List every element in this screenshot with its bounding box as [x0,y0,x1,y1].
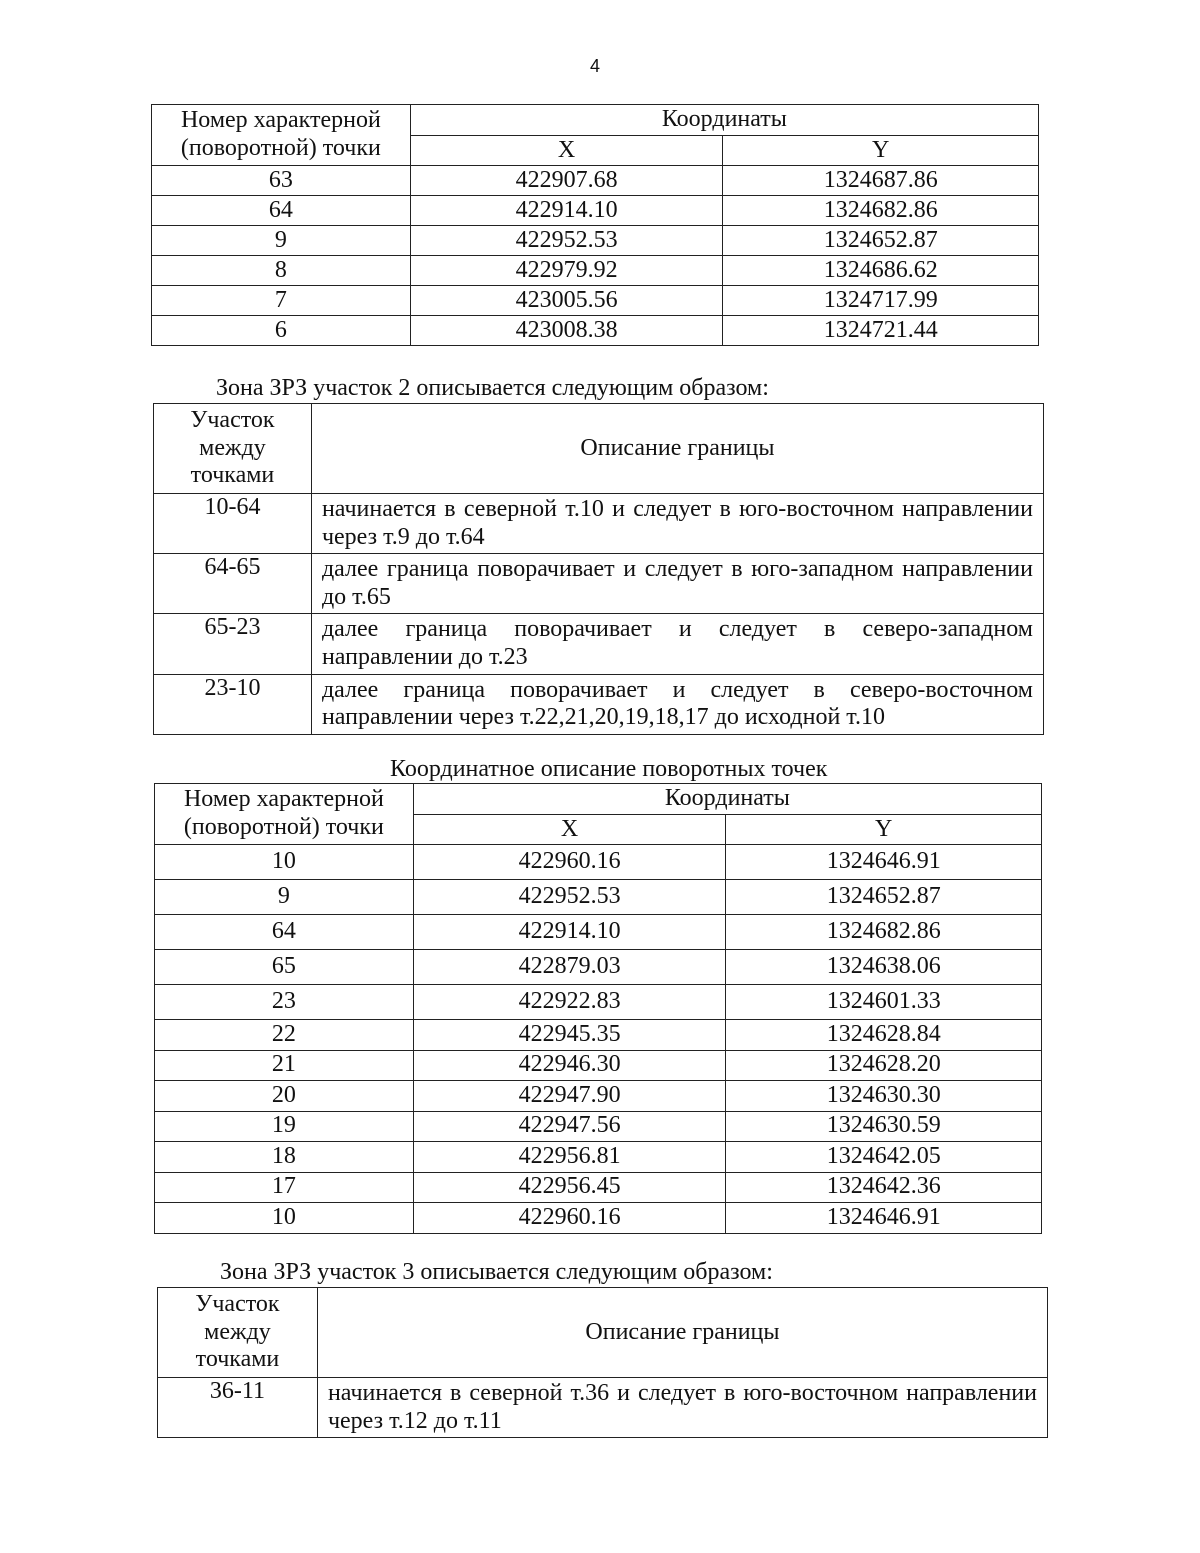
point-number-cell: 18 [155,1142,414,1173]
point-number-cell: 10 [155,845,414,880]
table-row [155,1081,1042,1112]
x-coordinate-cell: 422914.10 [410,196,723,226]
y-coordinate-cell: 1324682.86 [723,196,1039,226]
point-number-cell: 19 [155,1111,414,1142]
y-coordinate-cell: 1324628.20 [726,1050,1042,1081]
header-y: Y [723,136,1039,166]
x-coordinate-cell: 422960.16 [413,845,726,880]
point-number-cell: 21 [155,1050,414,1081]
table-row [152,226,1039,256]
header-coordinates: Координаты [413,784,1041,815]
page-number: 4 [589,56,600,76]
point-number-cell: 10 [155,1203,414,1234]
x-coordinate-cell: 422879.03 [413,950,726,985]
x-coordinate-cell: 423005.56 [410,286,723,316]
point-number-cell: 6 [152,316,411,346]
point-number-cell: 22 [155,1020,414,1051]
coord-caption: Координатное описание поворотных точек [390,756,828,782]
description-cell: далее граница поворачивает и следует в северо-западном направлении до т.23 [311,614,1043,674]
point-number-cell: 8 [152,256,411,286]
table-row [155,985,1042,1020]
x-coordinate-cell: 422945.35 [413,1020,726,1051]
y-coordinate-cell: 1324638.06 [726,950,1042,985]
description-cell: далее граница поворачивает и следует в юго-западном направлении до т.65 [311,554,1043,614]
table-row [152,286,1039,316]
segment-cell: 64-65 [154,554,312,614]
zone2-caption: Зона ЗРЗ участок 2 описывается следующим образом: [216,375,769,401]
y-coordinate-cell: 1324628.84 [726,1020,1042,1051]
table-row [152,256,1039,286]
x-coordinate-cell: 423008.38 [410,316,723,346]
header-description: Описание границы [311,404,1043,494]
y-coordinate-cell: 1324630.30 [726,1081,1042,1112]
table-row [155,915,1042,950]
point-number-cell: 23 [155,985,414,1020]
header-coordinates: Координаты [410,105,1038,136]
table-row [155,1050,1042,1081]
header-point-number: Номер характерной (поворотной) точки [152,105,411,166]
y-coordinate-cell: 1324642.36 [726,1172,1042,1203]
table-row [154,554,1044,614]
table-row [155,1172,1042,1203]
point-number-cell: 7 [152,286,411,316]
description-cell: начинается в северной т.36 и следует в юго-восточном направлении через т.12 до т.11 [317,1378,1047,1438]
x-coordinate-cell: 422914.10 [413,915,726,950]
y-coordinate-cell: 1324646.91 [726,845,1042,880]
y-coordinate-cell: 1324601.33 [726,985,1042,1020]
table-row [154,494,1044,554]
header-description: Описание границы [317,1288,1047,1378]
y-coordinate-cell: 1324687.86 [723,166,1039,196]
x-coordinate-cell: 422952.53 [410,226,723,256]
table-row [155,1142,1042,1173]
table-row [155,1203,1042,1234]
x-coordinate-cell: 422947.56 [413,1111,726,1142]
point-number-cell: 9 [152,226,411,256]
header-x: X [410,136,723,166]
y-coordinate-cell: 1324630.59 [726,1111,1042,1142]
x-coordinate-cell: 422922.83 [413,985,726,1020]
x-coordinate-cell: 422946.30 [413,1050,726,1081]
y-coordinate-cell: 1324652.87 [723,226,1039,256]
segment-cell: 23-10 [154,674,312,734]
y-coordinate-cell: 1324652.87 [726,880,1042,915]
coordinates-table-2 [154,783,1042,1234]
y-coordinate-cell: 1324682.86 [726,915,1042,950]
zone3-segments-table [157,1287,1048,1438]
x-coordinate-cell: 422956.81 [413,1142,726,1173]
zone2-segments-table [153,403,1044,735]
table-row [155,845,1042,880]
y-coordinate-cell: 1324686.62 [723,256,1039,286]
segment-cell: 65-23 [154,614,312,674]
point-number-cell: 17 [155,1172,414,1203]
point-number-cell: 64 [152,196,411,226]
point-number-cell: 64 [155,915,414,950]
point-number-cell: 20 [155,1081,414,1112]
y-coordinate-cell: 1324646.91 [726,1203,1042,1234]
segment-cell: 10-64 [154,494,312,554]
header-y: Y [726,815,1042,845]
y-coordinate-cell: 1324717.99 [723,286,1039,316]
description-cell: начинается в северной т.10 и следует в юго-восточном направлении через т.9 до т.64 [311,494,1043,554]
table-row [155,880,1042,915]
zone3-caption: Зона ЗРЗ участок 3 описывается следующим образом: [220,1259,773,1285]
table-row [155,1020,1042,1051]
description-cell: далее граница поворачивает и следует в северо-восточном направлении через т.22,21,20,19,18,17 до исходной т.10 [311,674,1043,734]
x-coordinate-cell: 422907.68 [410,166,723,196]
coordinates-table-1 [151,104,1039,346]
x-coordinate-cell: 422960.16 [413,1203,726,1234]
table-row [152,166,1039,196]
table-row [158,1378,1048,1438]
table-row [152,196,1039,226]
header-point-number: Номер характерной (поворотной) точки [155,784,414,845]
table-row [152,316,1039,346]
x-coordinate-cell: 422952.53 [413,880,726,915]
point-number-cell: 65 [155,950,414,985]
header-segment: Участок между точками [158,1288,318,1378]
point-number-cell: 63 [152,166,411,196]
table-row [155,1111,1042,1142]
point-number-cell: 9 [155,880,414,915]
table-row [154,674,1044,734]
y-coordinate-cell: 1324642.05 [726,1142,1042,1173]
x-coordinate-cell: 422947.90 [413,1081,726,1112]
table-row [155,950,1042,985]
x-coordinate-cell: 422956.45 [413,1172,726,1203]
x-coordinate-cell: 422979.92 [410,256,723,286]
header-x: X [413,815,726,845]
y-coordinate-cell: 1324721.44 [723,316,1039,346]
table-row [154,614,1044,674]
header-segment: Участок между точками [154,404,312,494]
segment-cell: 36-11 [158,1378,318,1438]
